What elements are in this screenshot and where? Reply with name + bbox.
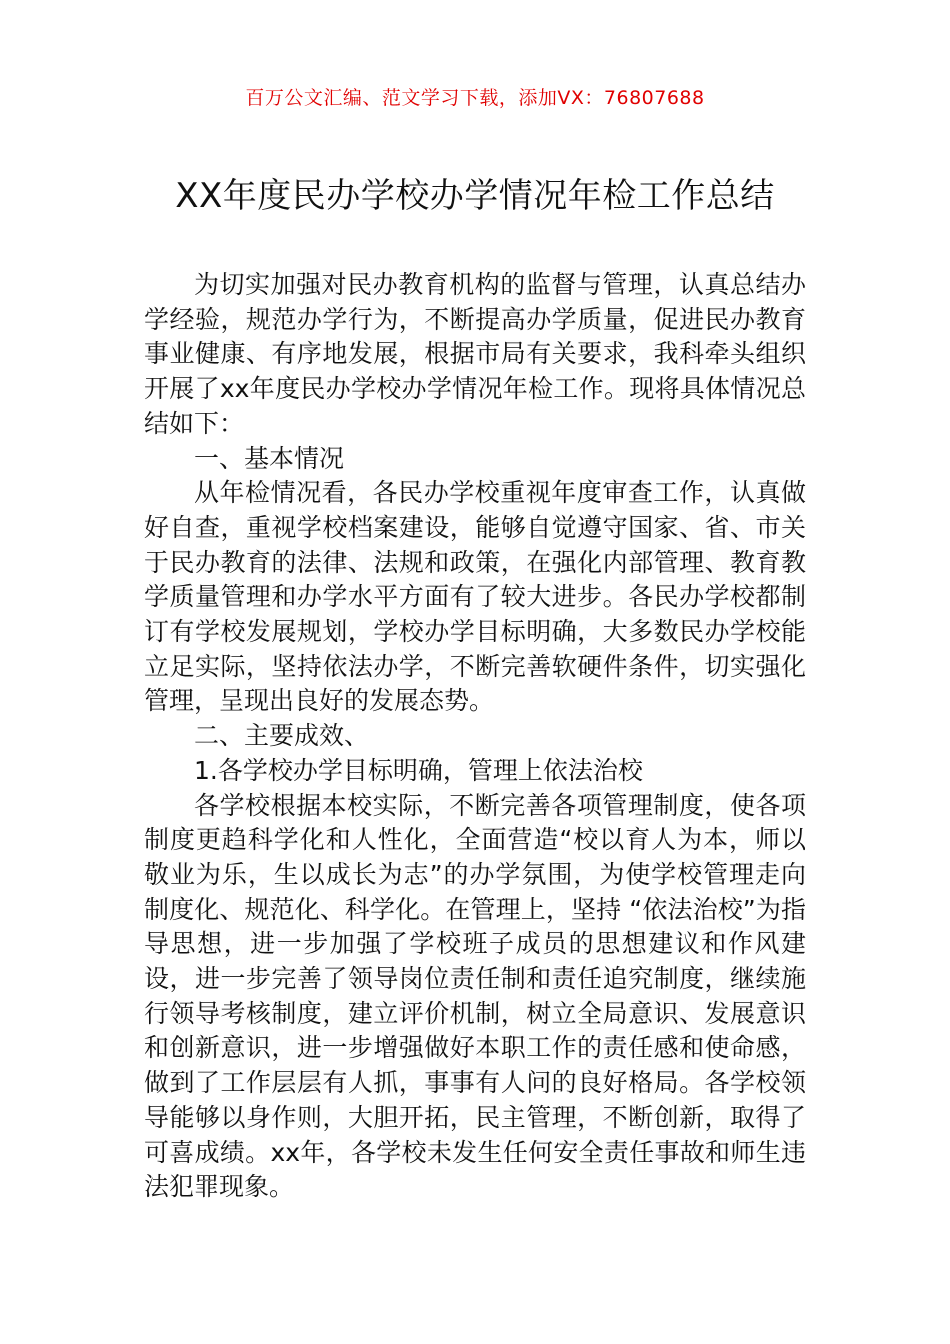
section-heading-achievements: 二、主要成效、 [194, 721, 370, 751]
intro-paragraph: 为切实加强对民办教育机构的监督与管理，认真总结办学经验，规范办学行为，不断提高办学质量，促进民办教育事业健康、有序地发展，根据市局有关要求，我科牵头组织开展了xx年度民办学校办学情况年检工作。现将具体情况总结如下： [144, 270, 806, 438]
goals-paragraph: 各学校根据本校实际，不断完善各项管理制度，使各项制度更趋科学化和人性化，全面营造“校以育人为本，师以敬业为乐，生以成长为志”的办学氛围，为使学校管理走向制度化、规范化、科学化。在管理上，坚持 “依法治校”为指导思想，进一步加强了学校班子成员的思想建议和作风建设，进一步完善了领导岗位责任制和责任追究制度，继续施行领导考核制度，建立评价机制，树立全局意识、发展意识和创新意识，进一步增强做好本职工作的责任感和使命感，做到了工作层层有人抓，事事有人问的良好格局。各学校领导能够以身作则，大胆开拓，民主管理，不断创新，取得了可喜成绩。xx年，各学校未发生任何安全责任事故和师生违法犯罪现象。 [144, 790, 806, 1202]
document-body [144, 268, 806, 1205]
download-banner: 百万公文汇编、范文学习下载，添加VX：76807688 [245, 87, 705, 109]
subheading-goals: 1.各学校办学目标明确，管理上依法治校 [194, 755, 643, 785]
document-title: XX年度民办学校办学情况年检工作总结 [175, 176, 775, 216]
section-heading-basic: 一、基本情况 [194, 443, 345, 473]
basic-situation-paragraph: 从年检情况看，各民办学校重视年度审查工作，认真做好自查，重视学校档案建设，能够自觉遵守国家、省、市关于民办教育的法律、法规和政策，在强化内部管理、教育教学质量管理和办学水平方面有了较大进步。各民办学校都制订有学校发展规划，学校办学目标明确，大多数民办学校能立足实际，坚持依法办学，不断完善软硬件条件，切实强化管理，呈现出良好的发展态势。 [144, 478, 806, 716]
